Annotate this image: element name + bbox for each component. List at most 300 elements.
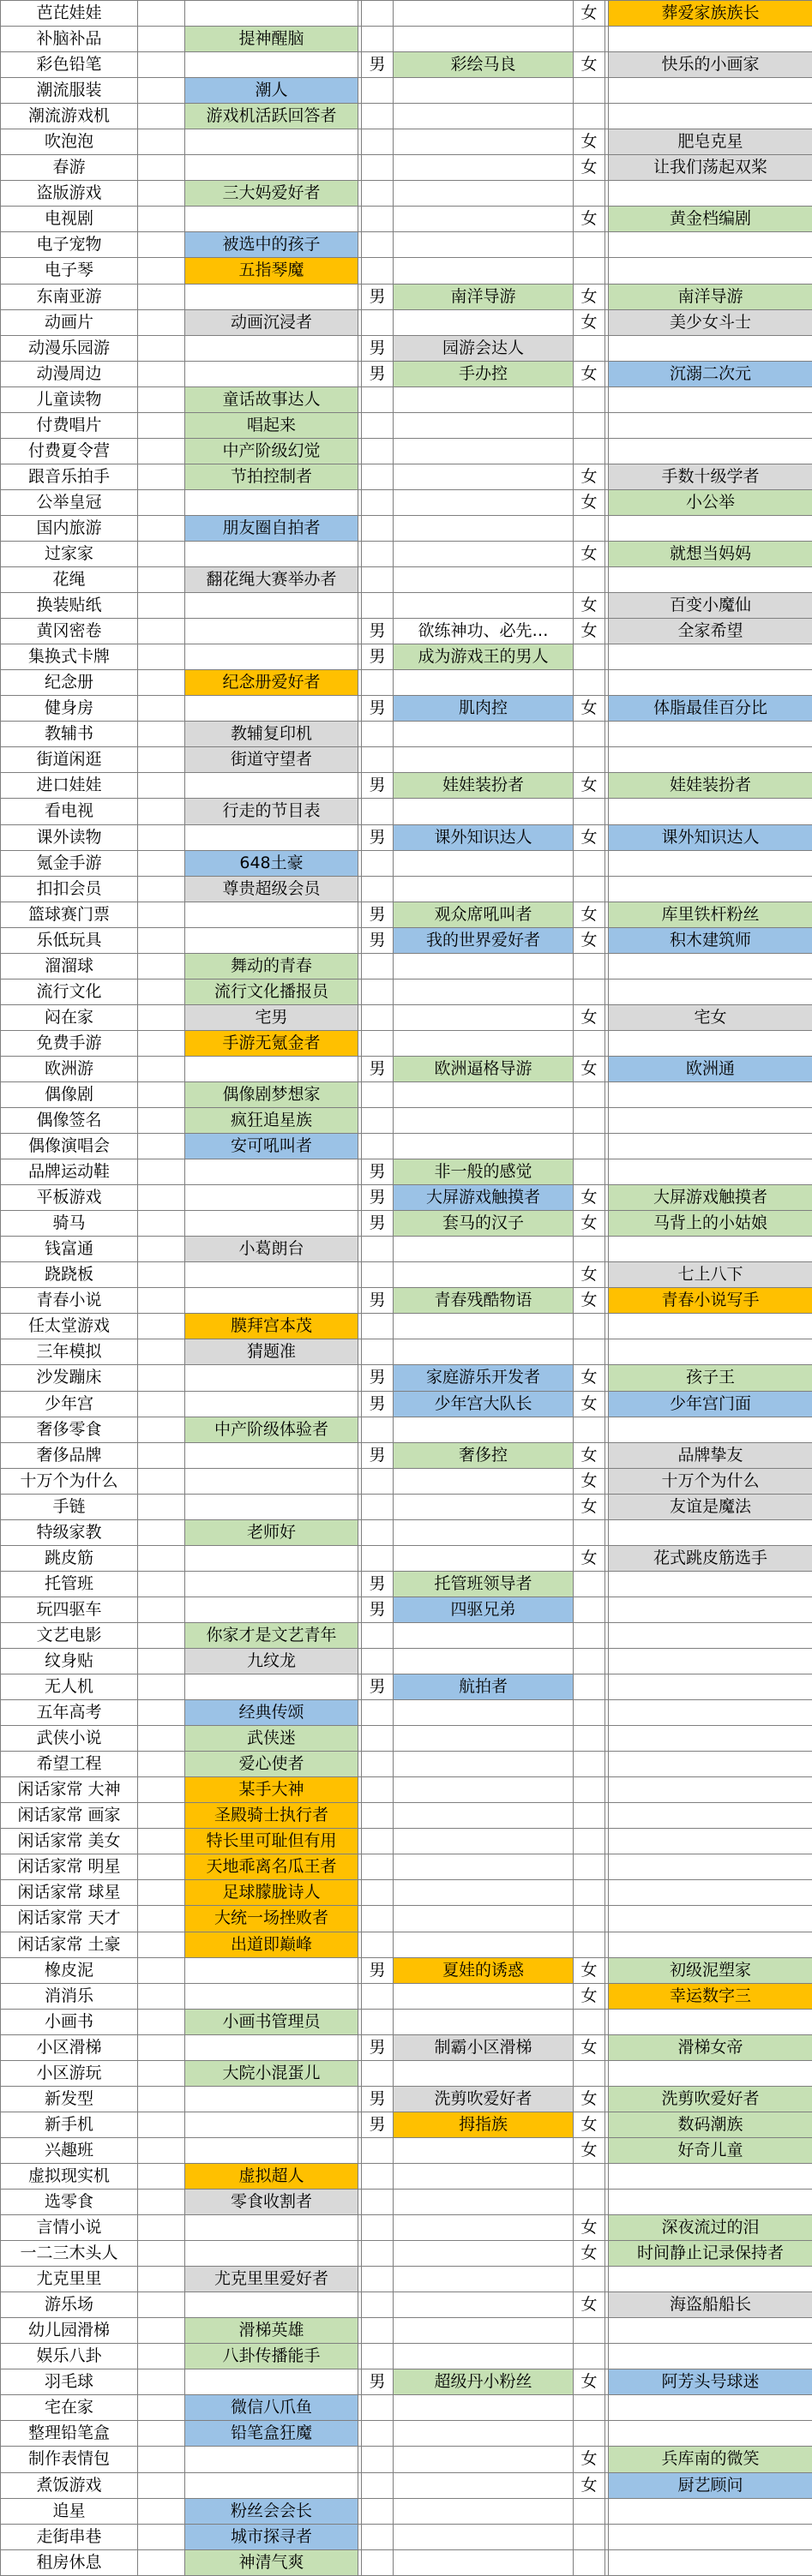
table-row — [1, 1752, 812, 1777]
female-title-cell — [609, 1726, 812, 1752]
item-name-cell: 跟音乐拍手 — [1, 464, 138, 489]
female-title-cell: 快乐的小画家 — [609, 52, 812, 78]
male-symbol-cell — [362, 1468, 394, 1494]
item-marker-cell — [138, 1519, 185, 1545]
male-title-cell — [394, 2137, 574, 2163]
male-title-cell: 我的世界爱好者 — [394, 927, 574, 953]
male-symbol-cell — [362, 1108, 394, 1134]
male-symbol-cell — [362, 1854, 394, 1880]
female-title-cell — [609, 181, 812, 207]
female-symbol-cell — [574, 2421, 605, 2447]
female-symbol-cell — [574, 644, 605, 670]
common-title-cell — [185, 2215, 358, 2241]
item-marker-cell — [138, 1442, 185, 1468]
item-marker-cell — [138, 1314, 185, 1339]
item-name-cell: 任太堂游戏 — [1, 1314, 138, 1339]
male-title-cell — [394, 386, 574, 412]
common-title-cell: 猜题准 — [185, 1339, 358, 1365]
item-name-cell: 春游 — [1, 155, 138, 181]
common-title-cell: 三大妈爱好者 — [185, 181, 358, 207]
female-symbol-cell — [574, 1108, 605, 1134]
female-title-cell — [609, 953, 812, 979]
female-title-cell: 美少女斗士 — [609, 309, 812, 335]
item-marker-cell — [138, 1159, 185, 1185]
female-symbol-cell — [574, 953, 605, 979]
table-row — [1, 1, 812, 27]
item-name-cell: 过家家 — [1, 541, 138, 566]
male-title-cell — [394, 1, 574, 27]
item-marker-cell — [138, 129, 185, 155]
female-symbol-cell: 女 — [574, 489, 605, 515]
male-title-cell: 洗剪吹爱好者 — [394, 2086, 574, 2112]
common-title-cell — [185, 2086, 358, 2112]
female-symbol-cell — [574, 1649, 605, 1674]
male-title-cell — [394, 2163, 574, 2189]
female-title-cell — [609, 1339, 812, 1365]
common-title-cell: 老师好 — [185, 1519, 358, 1545]
table-row — [1, 1545, 812, 1571]
female-title-cell — [609, 850, 812, 876]
male-symbol-cell: 男 — [362, 1056, 394, 1081]
male-title-cell — [394, 464, 574, 489]
item-name-cell: 看电视 — [1, 799, 138, 824]
item-name-cell: 尤克里里 — [1, 2267, 138, 2292]
male-title-cell — [394, 2189, 574, 2214]
male-symbol-cell — [362, 1880, 394, 1906]
common-title-cell: 滑梯英雄 — [185, 2318, 358, 2344]
male-title-cell: 拇指族 — [394, 2112, 574, 2137]
common-title-cell: 九纹龙 — [185, 1649, 358, 1674]
male-title-cell — [394, 2524, 574, 2549]
common-title-cell: 你家才是文艺青年 — [185, 1622, 358, 1648]
table-row — [1, 953, 812, 979]
male-title-cell: 娃娃装扮者 — [394, 773, 574, 799]
male-symbol-cell — [362, 2292, 394, 2318]
item-name-cell: 羽毛球 — [1, 2369, 138, 2395]
table-row — [1, 309, 812, 335]
male-symbol-cell: 男 — [362, 1571, 394, 1597]
female-symbol-cell: 女 — [574, 1391, 605, 1417]
item-marker-cell — [138, 2112, 185, 2137]
female-symbol-cell: 女 — [574, 361, 605, 386]
male-title-cell — [394, 1880, 574, 1906]
item-name-cell: 乐低玩具 — [1, 927, 138, 953]
female-title-cell — [609, 1081, 812, 1107]
item-marker-cell — [138, 1649, 185, 1674]
female-symbol-cell: 女 — [574, 2215, 605, 2241]
female-symbol-cell — [574, 2524, 605, 2549]
table-row — [1, 258, 812, 284]
female-title-cell: 花式跳皮筋选手 — [609, 1545, 812, 1571]
item-marker-cell — [138, 2086, 185, 2112]
table-row — [1, 644, 812, 670]
male-symbol-cell — [362, 567, 394, 593]
female-symbol-cell: 女 — [574, 2369, 605, 2395]
male-title-cell: 青春残酷物语 — [394, 1288, 574, 1314]
item-marker-cell — [138, 1597, 185, 1622]
table-row — [1, 207, 812, 232]
item-marker-cell — [138, 2009, 185, 2034]
female-symbol-cell: 女 — [574, 1983, 605, 2009]
female-symbol-cell — [574, 747, 605, 773]
male-title-cell — [394, 1237, 574, 1262]
common-title-cell: 游戏机活跃回答者 — [185, 104, 358, 129]
female-title-cell: 沉溺二次元 — [609, 361, 812, 386]
table-row — [1, 284, 812, 309]
common-title-cell — [185, 489, 358, 515]
item-name-cell: 东南亚游 — [1, 284, 138, 309]
item-name-cell: 课外读物 — [1, 824, 138, 850]
male-title-cell: 非一般的感觉 — [394, 1159, 574, 1185]
table-row — [1, 1314, 812, 1339]
item-name-cell: 氪金手游 — [1, 850, 138, 876]
male-title-cell — [394, 1906, 574, 1932]
item-name-cell: 吹泡泡 — [1, 129, 138, 155]
female-symbol-cell: 女 — [574, 1365, 605, 1391]
male-symbol-cell — [362, 2524, 394, 2549]
female-title-cell: 阿芳头号球迷 — [609, 2369, 812, 2395]
female-symbol-cell — [574, 27, 605, 52]
male-symbol-cell: 男 — [362, 2369, 394, 2395]
table-row — [1, 1468, 812, 1494]
table-row — [1, 2112, 812, 2137]
female-symbol-cell — [574, 1237, 605, 1262]
male-symbol-cell — [362, 1, 394, 27]
male-symbol-cell — [362, 78, 394, 104]
female-symbol-cell — [574, 1159, 605, 1185]
common-title-cell: 疯狂追星族 — [185, 1108, 358, 1134]
common-title-cell: 提神醒脑 — [185, 27, 358, 52]
female-symbol-cell — [574, 876, 605, 902]
female-symbol-cell — [574, 438, 605, 464]
item-name-cell: 跳皮筋 — [1, 1545, 138, 1571]
table-row — [1, 232, 812, 258]
item-marker-cell — [138, 619, 185, 644]
male-symbol-cell: 男 — [362, 335, 394, 361]
female-title-cell — [609, 1030, 812, 1056]
male-symbol-cell — [362, 2472, 394, 2498]
common-title-cell — [185, 1365, 358, 1391]
item-marker-cell — [138, 27, 185, 52]
table-row — [1, 27, 812, 52]
male-symbol-cell — [362, 515, 394, 541]
male-symbol-cell — [362, 1081, 394, 1107]
common-title-cell — [185, 155, 358, 181]
common-title-cell — [185, 1159, 358, 1185]
male-title-cell — [394, 1726, 574, 1752]
female-symbol-cell — [574, 2189, 605, 2214]
item-name-cell: 流行文化 — [1, 979, 138, 1004]
male-symbol-cell — [362, 2447, 394, 2472]
common-title-cell: 童话故事达人 — [185, 386, 358, 412]
table-row — [1, 2421, 812, 2447]
table-row — [1, 1134, 812, 1159]
item-marker-cell — [138, 489, 185, 515]
item-name-cell: 新发型 — [1, 2086, 138, 2112]
male-title-cell: 观众席吼叫者 — [394, 902, 574, 927]
female-title-cell: 葬爱家族族长 — [609, 1, 812, 27]
item-name-cell: 游乐场 — [1, 2292, 138, 2318]
table-row — [1, 876, 812, 902]
table-row — [1, 979, 812, 1004]
female-title-cell — [609, 2498, 812, 2524]
table-row — [1, 1417, 812, 1442]
male-symbol-cell — [362, 1726, 394, 1752]
common-title-cell — [185, 619, 358, 644]
item-name-cell: 手链 — [1, 1494, 138, 1519]
table-row — [1, 2292, 812, 2318]
item-marker-cell — [138, 2472, 185, 2498]
female-symbol-cell — [574, 2344, 605, 2369]
male-symbol-cell — [362, 438, 394, 464]
item-marker-cell — [138, 1108, 185, 1134]
common-title-cell — [185, 1597, 358, 1622]
item-marker-cell — [138, 232, 185, 258]
common-title-cell — [185, 207, 358, 232]
female-title-cell: 大屏游戏触摸者 — [609, 1185, 812, 1211]
female-title-cell — [609, 2009, 812, 2034]
female-symbol-cell: 女 — [574, 2447, 605, 2472]
female-symbol-cell — [574, 2267, 605, 2292]
common-title-cell: 零食收割者 — [185, 2189, 358, 2214]
item-name-cell: 虚拟现实机 — [1, 2163, 138, 2189]
table-row — [1, 2241, 812, 2267]
common-title-cell: 天地乖离名瓜王者 — [185, 1854, 358, 1880]
male-symbol-cell — [362, 104, 394, 129]
female-title-cell: 幸运数字三 — [609, 1983, 812, 2009]
item-marker-cell — [138, 696, 185, 722]
common-title-cell — [185, 2369, 358, 2395]
table-row — [1, 1494, 812, 1519]
common-title-cell: 粉丝会会长 — [185, 2498, 358, 2524]
item-marker-cell — [138, 670, 185, 696]
female-title-cell — [609, 2060, 812, 2086]
item-marker-cell — [138, 2524, 185, 2549]
female-symbol-cell — [574, 412, 605, 438]
female-symbol-cell — [574, 670, 605, 696]
male-title-cell — [394, 2447, 574, 2472]
common-title-cell — [185, 541, 358, 566]
common-title-cell: 小画书管理员 — [185, 2009, 358, 2034]
male-symbol-cell: 男 — [362, 1365, 394, 1391]
male-title-cell — [394, 1030, 574, 1056]
item-marker-cell — [138, 1391, 185, 1417]
male-symbol-cell — [362, 1545, 394, 1571]
female-title-cell — [609, 2163, 812, 2189]
male-title-cell — [394, 489, 574, 515]
item-name-cell: 青春小说 — [1, 1288, 138, 1314]
item-name-cell: 新手机 — [1, 2112, 138, 2137]
item-name-cell: 健身房 — [1, 696, 138, 722]
male-symbol-cell — [362, 1262, 394, 1288]
male-symbol-cell — [362, 155, 394, 181]
item-marker-cell — [138, 181, 185, 207]
item-name-cell: 电子宠物 — [1, 232, 138, 258]
item-marker-cell — [138, 155, 185, 181]
common-title-cell — [185, 1, 358, 27]
female-title-cell: 洗剪吹爱好者 — [609, 2086, 812, 2112]
item-marker-cell — [138, 567, 185, 593]
female-symbol-cell: 女 — [574, 2086, 605, 2112]
table-row — [1, 1391, 812, 1417]
female-title-cell — [609, 1854, 812, 1880]
male-symbol-cell: 男 — [362, 1288, 394, 1314]
female-symbol-cell: 女 — [574, 1, 605, 27]
female-title-cell — [609, 412, 812, 438]
table-row — [1, 2344, 812, 2369]
item-marker-cell — [138, 2498, 185, 2524]
male-title-cell: 园游会达人 — [394, 335, 574, 361]
item-marker-cell — [138, 1339, 185, 1365]
female-title-cell: 小公举 — [609, 489, 812, 515]
item-marker-cell — [138, 309, 185, 335]
female-symbol-cell — [574, 1674, 605, 1700]
table-row — [1, 747, 812, 773]
female-title-cell — [609, 722, 812, 747]
common-title-cell — [185, 1211, 358, 1237]
common-title-cell — [185, 1545, 358, 1571]
male-symbol-cell: 男 — [362, 619, 394, 644]
female-title-cell: 肥皂克星 — [609, 129, 812, 155]
common-title-cell: 经典传颂 — [185, 1700, 358, 1726]
female-symbol-cell — [574, 2163, 605, 2189]
male-title-cell — [394, 1829, 574, 1854]
male-title-cell: 航拍者 — [394, 1674, 574, 1700]
item-marker-cell — [138, 335, 185, 361]
item-name-cell: 欧洲游 — [1, 1056, 138, 1081]
table-row — [1, 1237, 812, 1262]
female-title-cell: 孩子王 — [609, 1365, 812, 1391]
male-title-cell — [394, 309, 574, 335]
male-symbol-cell — [362, 27, 394, 52]
item-name-cell: 闲话家常 大神 — [1, 1777, 138, 1803]
common-title-cell — [185, 1185, 358, 1211]
item-name-cell: 托管班 — [1, 1571, 138, 1597]
female-title-cell — [609, 1314, 812, 1339]
table-row — [1, 1880, 812, 1906]
common-title-cell — [185, 593, 358, 619]
male-symbol-cell — [362, 207, 394, 232]
male-symbol-cell — [362, 1777, 394, 1803]
male-symbol-cell — [362, 1237, 394, 1262]
male-title-cell — [394, 567, 574, 593]
item-name-cell: 特级家教 — [1, 1519, 138, 1545]
item-marker-cell — [138, 1211, 185, 1237]
male-symbol-cell — [362, 2060, 394, 2086]
male-title-cell — [394, 155, 574, 181]
male-symbol-cell — [362, 593, 394, 619]
table-row — [1, 1056, 812, 1081]
female-title-cell: 马背上的小姑娘 — [609, 1211, 812, 1237]
table-row — [1, 1108, 812, 1134]
common-title-cell: 特长里可耻但有用 — [185, 1829, 358, 1854]
female-title-cell — [609, 2524, 812, 2549]
male-symbol-cell: 男 — [362, 1674, 394, 1700]
female-symbol-cell — [574, 104, 605, 129]
female-symbol-cell — [574, 258, 605, 284]
item-marker-cell — [138, 1056, 185, 1081]
female-symbol-cell: 女 — [574, 129, 605, 155]
male-symbol-cell: 男 — [362, 1185, 394, 1211]
male-title-cell — [394, 232, 574, 258]
common-title-cell — [185, 1674, 358, 1700]
common-title-cell: 被选中的孩子 — [185, 232, 358, 258]
male-title-cell — [394, 1932, 574, 1957]
item-name-cell: 儿童读物 — [1, 386, 138, 412]
common-title-cell — [185, 284, 358, 309]
female-title-cell — [609, 1674, 812, 1700]
table-row — [1, 593, 812, 619]
male-symbol-cell: 男 — [362, 1957, 394, 1983]
male-title-cell — [394, 2318, 574, 2344]
item-name-cell: 橡皮泥 — [1, 1957, 138, 1983]
item-marker-cell — [138, 1957, 185, 1983]
item-marker-cell — [138, 2318, 185, 2344]
table-row — [1, 1854, 812, 1880]
female-symbol-cell: 女 — [574, 1185, 605, 1211]
female-symbol-cell — [574, 1700, 605, 1726]
item-marker-cell — [138, 2215, 185, 2241]
table-row — [1, 1185, 812, 1211]
male-title-cell — [394, 2267, 574, 2292]
item-marker-cell — [138, 1829, 185, 1854]
item-marker-cell — [138, 1185, 185, 1211]
male-title-cell: 欲练神功、必先… — [394, 619, 574, 644]
table-row — [1, 696, 812, 722]
female-title-cell: 友谊是魔法 — [609, 1494, 812, 1519]
male-title-cell: 超级丹小粉丝 — [394, 2369, 574, 2395]
male-title-cell — [394, 1983, 574, 2009]
common-title-cell — [185, 927, 358, 953]
item-marker-cell — [138, 1494, 185, 1519]
common-title-cell — [185, 1288, 358, 1314]
female-title-cell — [609, 1829, 812, 1854]
item-name-cell: 电视剧 — [1, 207, 138, 232]
common-title-cell — [185, 52, 358, 78]
female-title-cell — [609, 258, 812, 284]
table-row — [1, 2498, 812, 2524]
female-title-cell: 积木建筑师 — [609, 927, 812, 953]
male-title-cell — [394, 1417, 574, 1442]
common-title-cell: 翻花绳大赛举办者 — [185, 567, 358, 593]
item-marker-cell — [138, 1237, 185, 1262]
male-title-cell — [394, 2292, 574, 2318]
female-symbol-cell: 女 — [574, 2137, 605, 2163]
item-name-cell: 潮流游戏机 — [1, 104, 138, 129]
item-name-cell: 走街串巷 — [1, 2524, 138, 2549]
male-title-cell — [394, 1519, 574, 1545]
item-marker-cell — [138, 78, 185, 104]
table-row — [1, 2009, 812, 2034]
item-marker-cell — [138, 1, 185, 27]
female-symbol-cell: 女 — [574, 2034, 605, 2060]
male-title-cell: 四驱兄弟 — [394, 1597, 574, 1622]
item-marker-cell — [138, 1777, 185, 1803]
table-row — [1, 2447, 812, 2472]
male-title-cell — [394, 953, 574, 979]
item-name-cell: 平板游戏 — [1, 1185, 138, 1211]
table-row — [1, 1674, 812, 1700]
female-title-cell: 深夜流过的泪 — [609, 2215, 812, 2241]
female-title-cell — [609, 438, 812, 464]
female-title-cell — [609, 2189, 812, 2214]
common-title-cell — [185, 824, 358, 850]
male-title-cell — [394, 1622, 574, 1648]
female-symbol-cell — [574, 1622, 605, 1648]
male-symbol-cell — [362, 1314, 394, 1339]
female-symbol-cell: 女 — [574, 824, 605, 850]
item-name-cell: 溜溜球 — [1, 953, 138, 979]
